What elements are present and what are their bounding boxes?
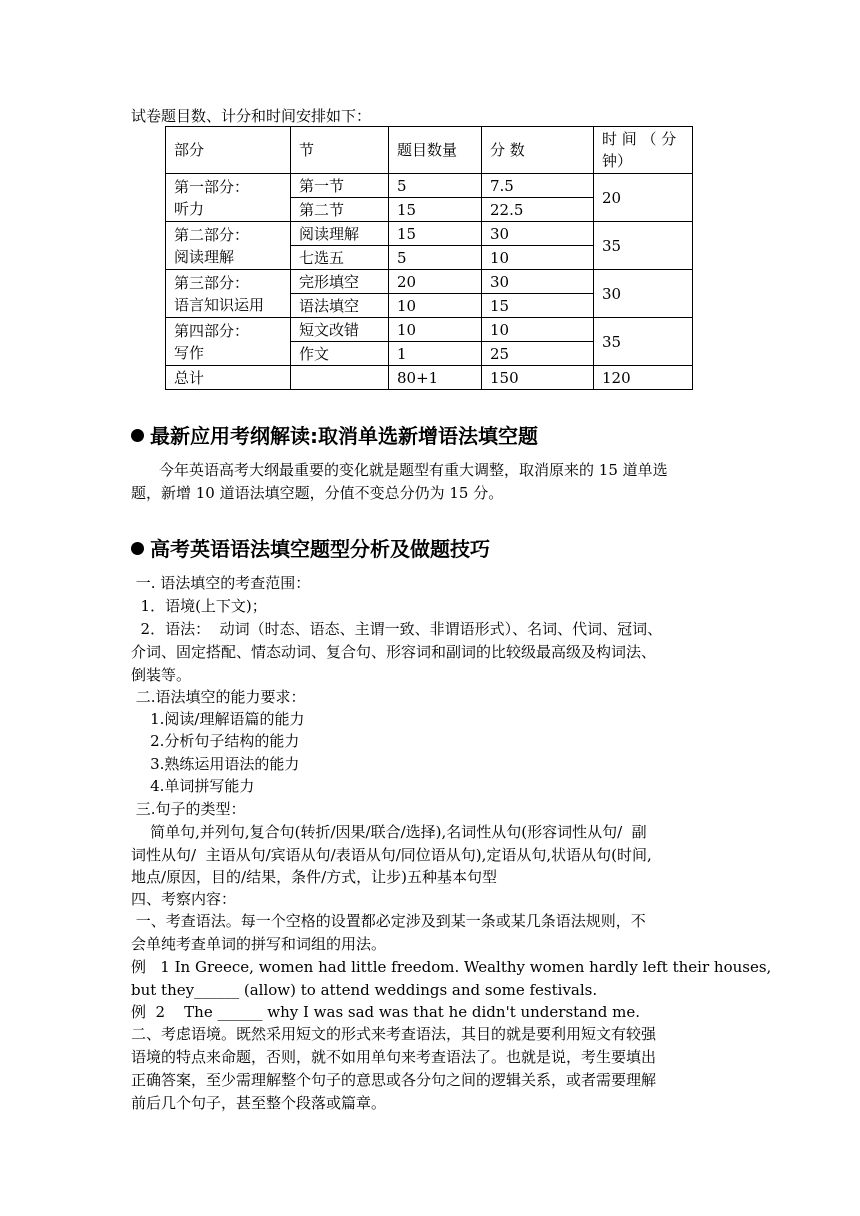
section-cell: 语法填空 <box>291 294 389 318</box>
body-line: 会单纯考查单词的拼写和词组的用法。 <box>131 935 387 953</box>
body-line: 一、考查语法。每一个空格的设置都必定涉及到某一条或某几条语法规则，不 <box>131 912 646 930</box>
body-line: 前后几个句子，甚至整个段落或篇章。 <box>131 1094 387 1112</box>
body-line: 例 1 In Greece, women had little freedom. Wealthy women hardly left their houses, <box>131 958 772 976</box>
count-cell: 1 <box>389 342 482 366</box>
section-cell: 短文改错 <box>291 318 389 342</box>
time-cell: 35 <box>594 222 693 270</box>
total-time-cell: 120 <box>594 366 693 390</box>
part-line2: 听力 <box>174 199 205 218</box>
part-line2: 写作 <box>174 343 205 362</box>
count-cell: 15 <box>389 198 482 222</box>
time-cell: 35 <box>594 318 693 366</box>
part-line2: 阅读理解 <box>174 247 235 266</box>
body-line: 三.句子的类型： <box>131 800 246 818</box>
header-cell-score: 分 数 <box>482 127 594 174</box>
body-line: 3.熟练运用语法的能力 <box>131 755 300 773</box>
part-cell <box>166 318 291 366</box>
score-cell: 15 <box>482 294 594 318</box>
bullet-icon <box>131 429 144 442</box>
body-line: 1．语境(上下文)； <box>131 597 267 615</box>
body-line: 倒装等。 <box>131 666 192 684</box>
body-line: 二.语法填空的能力要求： <box>131 688 306 706</box>
body-line: 语境的特点来命题，否则，就不如用单句来考查语法了。也就是说，考生要填出 <box>131 1048 657 1066</box>
score-cell: 10 <box>482 246 594 270</box>
body-line: but they______ (allow) to attend weddings and some festivals. <box>131 981 598 999</box>
table-row <box>166 318 693 342</box>
table-header-row <box>166 127 693 174</box>
section-cell: 第一节 <box>291 174 389 198</box>
body-line: 4.单词拼写能力 <box>131 777 255 795</box>
section1-line: 今年英语高考大纲最重要的变化就是题型有重大调整，取消原来的 15 道单选 <box>159 461 668 479</box>
section-cell: 第二节 <box>291 198 389 222</box>
count-cell: 5 <box>389 174 482 198</box>
table-row <box>166 174 693 198</box>
score-cell: 10 <box>482 318 594 342</box>
score-cell: 30 <box>482 222 594 246</box>
intro-text: 试卷题目数、计分和时间安排如下： <box>131 107 372 125</box>
section1-heading <box>131 422 538 450</box>
body-line: 四、考察内容： <box>131 890 237 908</box>
body-line: 正确答案，至少需理解整个句子的意思或各分句之间的逻辑关系，或者需要理解 <box>131 1071 657 1089</box>
body-line: 例 2 The ______ why I was sad was that he didn't understand me. <box>131 1003 641 1021</box>
section2-heading-text: 高考英语语法填空题型分析及做题技巧 <box>150 537 490 561</box>
section-cell: 作文 <box>291 342 389 366</box>
part-cell <box>166 222 291 270</box>
count-cell: 10 <box>389 294 482 318</box>
part-cell <box>166 270 291 318</box>
count-cell: 10 <box>389 318 482 342</box>
score-cell: 25 <box>482 342 594 366</box>
part-line2: 语言知识运用 <box>174 295 265 314</box>
part-line1: 第一部分： <box>174 177 250 196</box>
score-cell: 7.5 <box>482 174 594 198</box>
part-cell <box>166 174 291 222</box>
body-line: 2.分析句子结构的能力 <box>131 732 300 750</box>
header-cell-part: 部分 <box>166 127 291 174</box>
section1-line: 题，新增 10 道语法填空题，分值不变总分仍为 15 分。 <box>131 484 504 502</box>
bullet-icon <box>131 542 144 555</box>
time-cell: 20 <box>594 174 693 222</box>
total-section-cell <box>291 366 389 390</box>
body-line: 二、考虑语境。既然采用短文的形式来考查语法，其目的就是要利用短文有较强 <box>131 1025 657 1043</box>
count-cell: 15 <box>389 222 482 246</box>
header-cell-section: 节 <box>291 127 389 174</box>
count-cell: 5 <box>389 246 482 270</box>
body-line: 1.阅读/理解语篇的能力 <box>131 710 305 728</box>
table-row <box>166 270 693 294</box>
section-cell: 阅读理解 <box>291 222 389 246</box>
section1-heading-text: 最新应用考纲解读:取消单选新增语法填空题 <box>150 424 538 448</box>
part-line1: 第三部分： <box>174 273 250 292</box>
section2-heading <box>131 535 490 563</box>
score-cell: 22.5 <box>482 198 594 222</box>
body-line: 一. 语法填空的考查范围： <box>131 574 311 592</box>
body-line: 简单句,并列句,复合句(转折/因果/联合/选择),名词性从句(形容词性从句/ 副 <box>131 823 647 841</box>
header-cell-count: 题目数量 <box>389 127 482 174</box>
score-table <box>165 126 693 390</box>
total-label-cell: 总计 <box>166 366 291 390</box>
score-cell: 30 <box>482 270 594 294</box>
table-total-row <box>166 366 693 390</box>
part-line1: 第二部分： <box>174 225 250 244</box>
header-cell-time: 时 间 （ 分钟） <box>594 127 693 174</box>
section-cell: 七选五 <box>291 246 389 270</box>
total-count-cell: 80+1 <box>389 366 482 390</box>
body-line: 地点/原因，目的/结果，条件/方式，让步)五种基本句型 <box>131 868 498 886</box>
table-row <box>166 222 693 246</box>
part-line1: 第四部分： <box>174 321 250 340</box>
section-cell: 完形填空 <box>291 270 389 294</box>
count-cell: 20 <box>389 270 482 294</box>
time-cell: 30 <box>594 270 693 318</box>
body-line: 2．语法： 动词（时态、语态、主谓一致、非谓语形式）、名词、代词、冠词、 <box>131 620 663 638</box>
body-line: 介词、固定搭配、情态动词、复合句、形容词和副词的比较级最高级及构词法、 <box>131 643 657 661</box>
body-line: 词性从句/ 主语从句/宾语从句/表语从句/同位语从句),定语从句,状语从句(时间, <box>131 846 652 864</box>
total-score-cell: 150 <box>482 366 594 390</box>
